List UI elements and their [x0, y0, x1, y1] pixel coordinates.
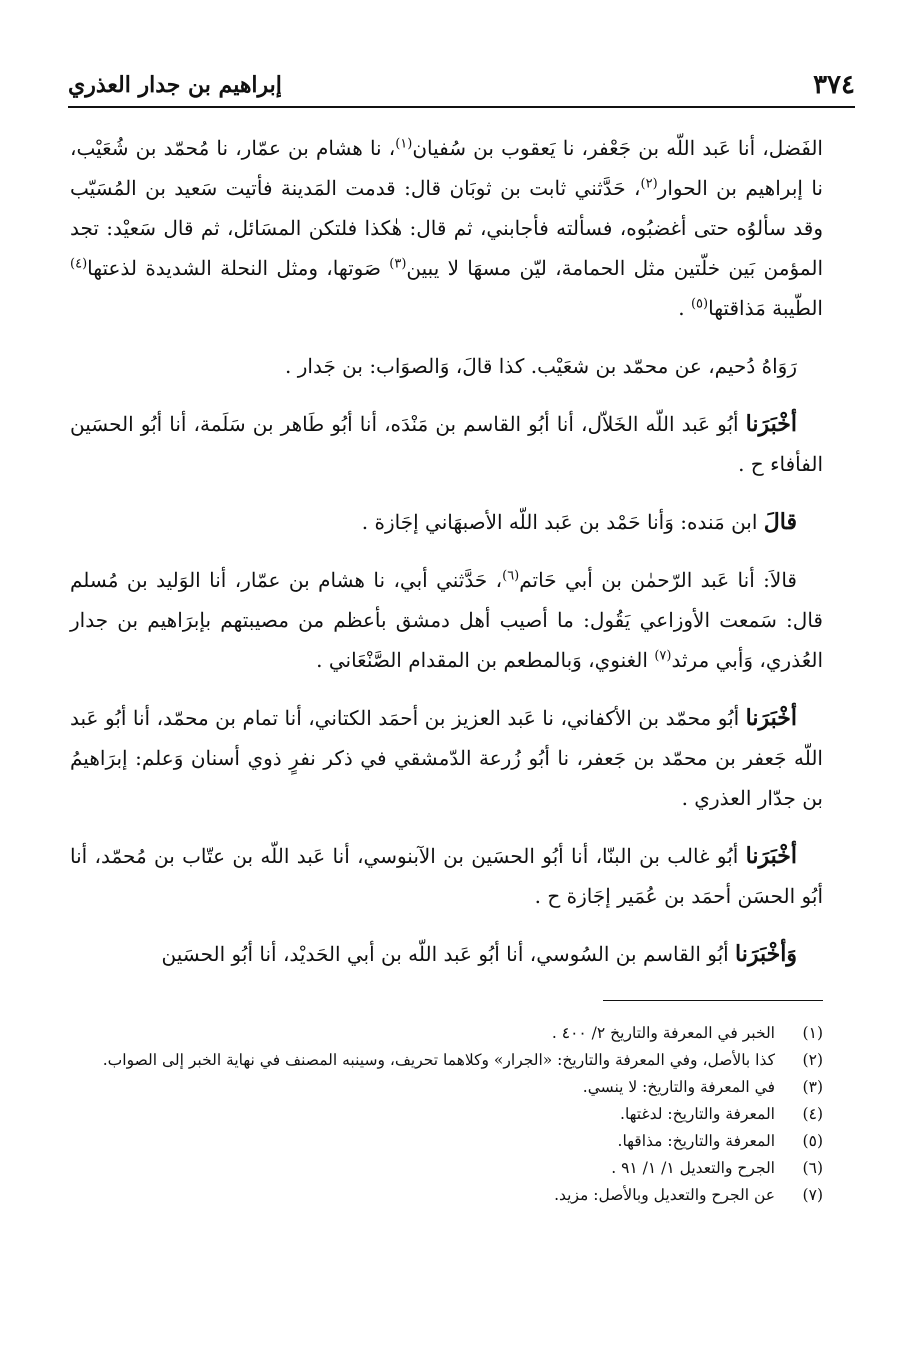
footnote-separator — [603, 1000, 823, 1001]
page-header — [68, 64, 855, 106]
isnad-keyword: أخْبَرَنا — [745, 843, 797, 869]
footnote-reference: (٥) — [690, 296, 709, 312]
text-run: أبُو غالب بن البنّا، أنا أبُو الحسَين بن الآبنوسي، أنا عَبد اللّه بن عتّاب بن مُحمّد، أنا أبُو الحسَن أحمَد بن عُمَير إجَازة ح . — [70, 844, 823, 908]
page-number: ٣٧٤ — [813, 70, 855, 100]
paragraph — [70, 698, 823, 818]
footnote-text: الخبر في المعرفة والتاريخ ٢/ ٤٠٠ . — [551, 1024, 775, 1042]
footnote — [95, 1020, 823, 1047]
footnote-number: (٣) — [802, 1078, 823, 1096]
footnote-reference: (١) — [395, 136, 413, 152]
footnote-reference: (٤) — [70, 256, 88, 272]
text-run: الغنوي، وَبالمطعم بن المقدام الصَّنْعَاني . — [316, 648, 655, 672]
text-run: أبُو محمّد بن الأكفاني، نا عَبد العزيز بن أحمَد الكتاني، أنا تمام بن محمّد، أنا أبُو عَبد اللّه جَعفر بن محمّد بن جَعفر، نا أبُو زُرعة الدّمشقي في ذكر نفرٍ ذوي أسنان وَعلم: إبرَاهيمُ بن جدّار العذري . — [70, 706, 823, 810]
text-run: رَوَاهُ دُحيم، عن محمّد بن شعَيْب. كذا قالَ، وَالصوَاب: بن جَدار . — [285, 354, 797, 378]
isnad-keyword: قالَ — [763, 509, 797, 535]
footnote-number: (٤) — [802, 1105, 823, 1123]
paragraph — [70, 836, 823, 916]
footnote — [95, 1155, 823, 1182]
footnote-text: المعرفة والتاريخ: لدغتها. — [620, 1105, 775, 1123]
paragraph — [70, 560, 823, 680]
footnote-text: المعرفة والتاريخ: مذاقها. — [617, 1132, 775, 1150]
isnad-keyword: وَأخْبَرَنا — [735, 941, 797, 967]
footnote — [95, 1182, 823, 1209]
footnote — [95, 1101, 823, 1128]
footnote-text: الجرح والتعديل ١/ ١/ ٩١ . — [611, 1159, 775, 1177]
footnote-reference: (٣) — [389, 256, 407, 272]
footnote — [95, 1047, 823, 1074]
running-title: إبراهيم بن جدار العذري — [68, 72, 282, 98]
footnote-reference: (٦) — [502, 568, 520, 584]
footnote-number: (٦) — [802, 1159, 823, 1177]
text-run: الطّيبة مَذاقتها — [708, 296, 823, 320]
footnote-reference: (٢) — [640, 176, 658, 192]
footnote-text: عن الجرح والتعديل وبالأصل: مزيد. — [554, 1186, 775, 1204]
text-run: قالاَ: أنا عَبد الرّحمٰن بن أبي حَاتم — [519, 568, 797, 592]
text-run: صَوتها، ومثل النحلة الشديدة لذعتها — [87, 256, 390, 280]
paragraph — [70, 934, 823, 974]
paragraph — [70, 346, 823, 386]
footnote — [95, 1074, 823, 1101]
main-text — [70, 128, 823, 992]
text-run: . — [678, 296, 691, 320]
paragraph — [70, 128, 823, 328]
text-run: أبُو القاسم بن السُوسي، أنا أبُو عَبد اللّه بن أبي الحَديْد، أنا أبُو الحسَين — [161, 942, 736, 966]
paragraph — [70, 502, 823, 542]
header-rule — [68, 106, 855, 108]
text-run: ، حَدَّثني ثابت بن ثوبَان قال: قدمت المَدينة فأتيت سَعيد بن المُسَيّب وقد سألوُه حتى أغضبُوه، فسألته فأجابني، ثم قال: هٰكذا فلتكن المسَائل، ثم قال سَعيْد: تجد المؤمن بَين خلّتين مثل الحمامة، ليّن مسهَا لا يبين — [70, 176, 823, 280]
text-run: أبُو عَبد اللّه الخَلاّل، أنا أبُو القاسم بن مَنْدَه، أنا أبُو طَاهر بن سَلَمة، أنا أبُو الحسَين الفأفاء ح . — [70, 412, 823, 476]
footnote-text: كذا بالأصل، وفي المعرفة والتاريخ: «الجرار» وكلاهما تحريف، وسينبه المصنف في نهاية الخبر إلى الصواب. — [102, 1051, 775, 1069]
isnad-keyword: أخْبَرَنا — [745, 411, 797, 437]
text-run: ابن مَنده: وَأنا حَمْد بن عَبد اللّه الأصبهَاني إجَازة . — [361, 510, 764, 534]
footnote-number: (١) — [802, 1024, 823, 1042]
footnotes — [95, 1020, 823, 1209]
footnote — [95, 1128, 823, 1155]
footnote-number: (٢) — [802, 1051, 823, 1069]
footnote-number: (٧) — [802, 1186, 823, 1204]
text-run: ، نا هشام بن عمّار، نا مُحمّد بن شُعَيْب، نا إبراهيم بن الحوار — [70, 136, 823, 200]
isnad-keyword: أخْبَرَنا — [745, 705, 797, 731]
paragraph — [70, 404, 823, 484]
footnote-number: (٥) — [802, 1132, 823, 1150]
footnote-text: في المعرفة والتاريخ: لا ينسي. — [582, 1078, 775, 1096]
text-run: ، حَدَّثني أبي، نا هشام بن عمّار، أنا الوَليد بن مُسلم قال: سَمعت الأوزاعي يَقُول: ما أصيب أهل دمشق بأعظم من مصيبتهم بإبرَاهيم بن جدار العُذري، وَأبي مرثد — [70, 568, 823, 672]
footnote-reference: (٧) — [654, 648, 672, 664]
text-run: الفَضل، أنا عَبد اللّه بن جَعْفر، نا يَعقوب بن سُفيان — [412, 136, 823, 160]
